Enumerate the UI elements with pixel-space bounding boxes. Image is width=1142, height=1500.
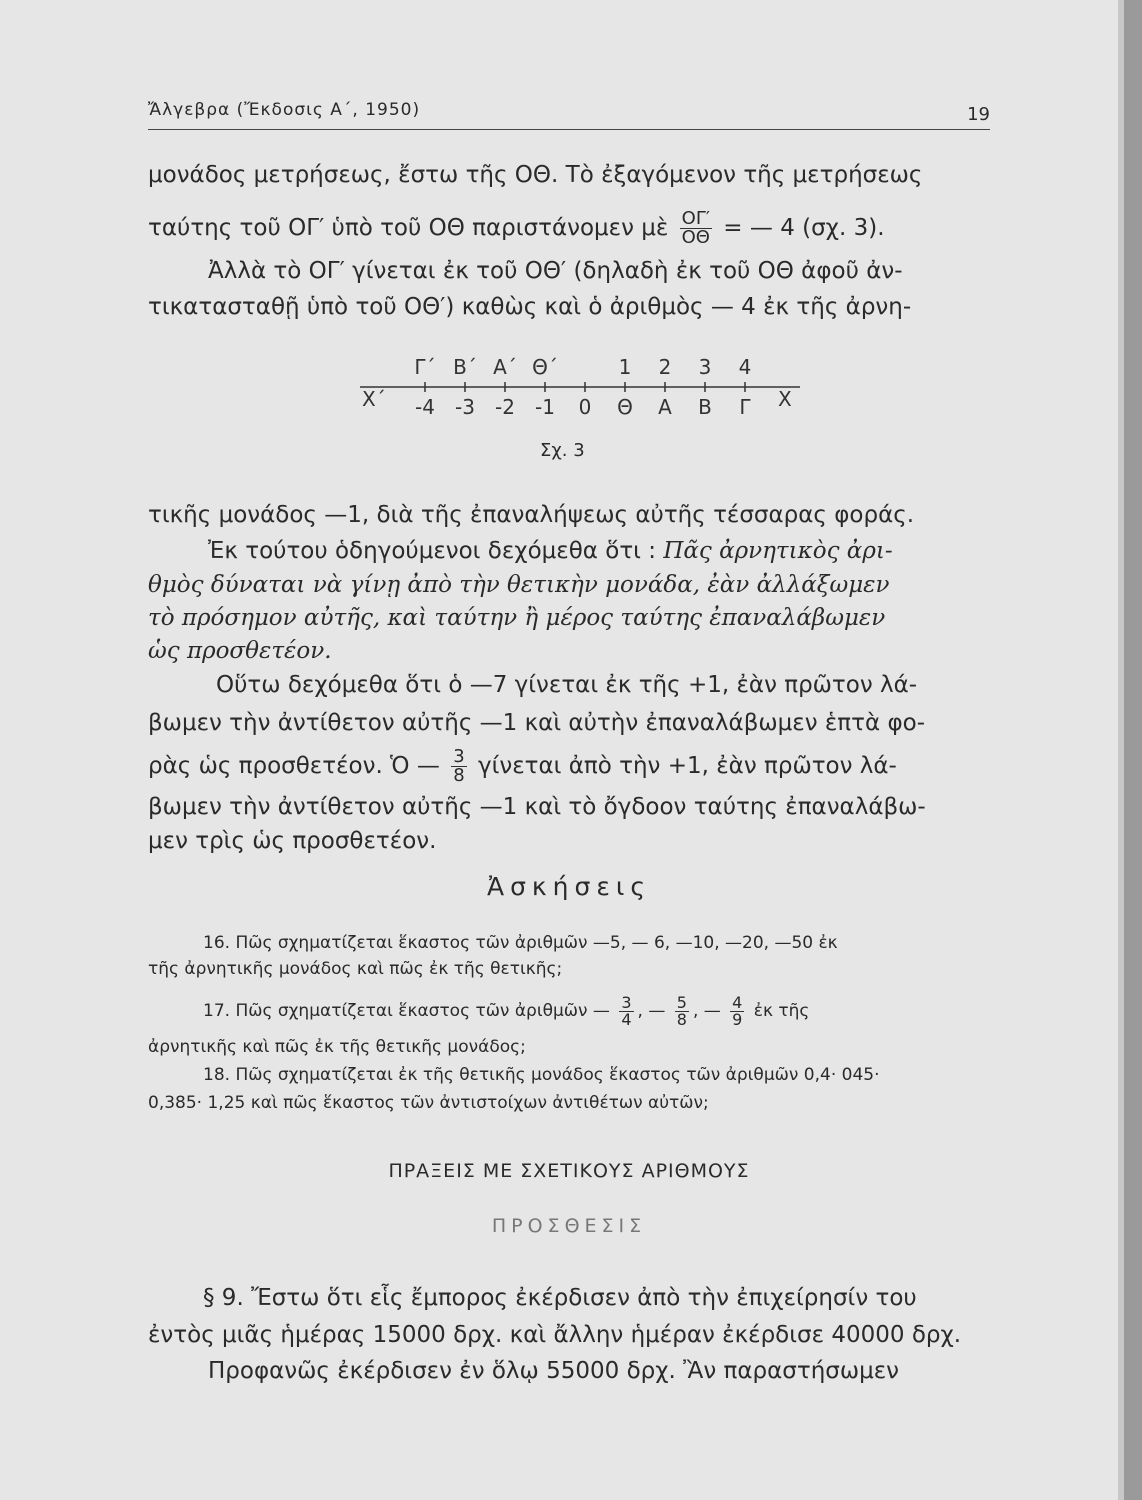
separator: , — — [637, 1001, 666, 1021]
bottom-tick-label: -3 — [455, 395, 475, 419]
text-line: βωμεν τὴν ἀντίθετον αὐτῆς —1 καὶ αὐτὴν ἐπαναλάβωμεν ἑπτὰ φο- — [148, 710, 926, 736]
fraction-numerator: 5 — [676, 992, 687, 1012]
header-title: Ἄλγεβρα (Ἔκδοσις Α΄, 1950) — [148, 100, 421, 120]
header-rule — [148, 129, 990, 130]
exercise-16-line: τῆς ἀρνητικῆς μονάδος καὶ πῶς ἐκ τῆς θετικῆς; — [148, 959, 563, 979]
italic-line: θμὸς δύναται νὰ γίνῃ ἀπὸ τὴν θετικὴν μονάδα, ἐὰν ἀλλάξωμεν — [148, 572, 890, 598]
running-header — [148, 100, 990, 130]
bottom-tick-label: -4 — [415, 395, 435, 419]
text-line: μονάδος μετρήσεως, ἔστω τῆς ΟΘ. Τὸ ἐξαγόμενον τῆς μετρήσεως — [148, 162, 923, 188]
fraction-numerator: 3 — [621, 992, 632, 1012]
axis-right-end-label: X — [778, 387, 792, 411]
top-tick-label: Θ΄ — [532, 355, 558, 379]
top-tick-label: 2 — [658, 355, 672, 379]
bottom-tick-label: -2 — [495, 395, 515, 419]
bottom-tick-label: Β — [698, 395, 712, 419]
text-line: Ἀλλὰ τὸ ΟΓ′ γίνεται ἐκ τοῦ ΟΘ′ (δηλαδὴ ἐκ τοῦ ΟΘ ἀφοῦ ἀν- — [208, 258, 903, 284]
top-tick-label: Α΄ — [493, 355, 517, 379]
exercise-17-line: ἀρνητικῆς καὶ πῶς ἐκ τῆς θετικῆς μονάδος; — [148, 1037, 526, 1057]
italic-line: ὡς προσθετέον. — [148, 638, 332, 664]
text-span: ταύτης τοῦ ΟΓ′ ὑπὸ τοῦ ΟΘ παριστάνομεν μὲ — [148, 215, 669, 241]
fraction-denominator: 8 — [676, 1009, 687, 1029]
fraction-denominator: 9 — [732, 1009, 743, 1029]
text-line-mixed — [148, 536, 990, 566]
bottom-tick-label: 0 — [578, 395, 592, 419]
top-tick-label: 1 — [618, 355, 632, 379]
fraction-numerator: 3 — [453, 746, 465, 767]
text-span: ρὰς ὡς προσθετέον. Ὁ — — [148, 753, 440, 779]
top-label-group — [414, 355, 751, 379]
text-line: § 9. Ἔστω ὅτι εἷς ἔμπορος ἐκέρδισεν ἀπὸ τὴν ἐπιχείρησίν του — [203, 1285, 917, 1311]
exercise-16-line: 16. Πῶς σχηματίζεται ἕκαστος τῶν ἀριθμῶν —5, — 6, —10, —20, —50 ἐκ — [203, 933, 838, 953]
fraction — [451, 748, 466, 785]
text-line: μεν τρὶς ὡς προσθετέον. — [148, 828, 437, 854]
top-tick-label: Γ΄ — [414, 355, 436, 379]
text-span: ἐκ τῆς — [753, 1001, 810, 1021]
text-line: βωμεν τὴν ἀντίθετον αὐτῆς —1 καὶ τὸ ὄγδοον ταύτης ἐπαναλάβω- — [148, 794, 926, 820]
exercise-18-line: 18. Πῶς σχηματίζεται ἐκ τῆς θετικῆς μονάδος ἕκαστος τῶν ἀριθμῶν 0,4· 045· — [203, 1065, 880, 1085]
italic-line: τὸ πρόσημον αὐτῆς, καὶ ταύτην ἢ μέρος ταύτης ἐπαναλάβωμεν — [148, 605, 886, 631]
text-span: = — 4 (σχ. 3). — [723, 215, 885, 241]
text-line: Προφανῶς ἐκέρδισεν ἐν ὅλῳ 55000 δρχ. Ἂν παραστήσωμεν — [208, 1358, 900, 1384]
text-line-with-fraction — [148, 208, 990, 248]
fraction-numerator: ΟΓ′ — [680, 210, 712, 229]
page-number: 19 — [967, 104, 990, 125]
section-title: ΠΡΑΞΕΙΣ ΜΕ ΣΧΕΤΙΚΟΥΣ ΑΡΙΘΜΟΥΣ — [388, 1160, 750, 1182]
book-spine — [1124, 0, 1142, 1500]
fraction — [680, 210, 712, 247]
axis-left-end-label: X΄ — [362, 387, 386, 411]
exercise-18-line: 0,385· 1,25 καὶ πῶς ἕκαστος τῶν ἀντιστοίχων ἀντιθέτων αὐτῶν; — [148, 1093, 709, 1113]
fraction — [619, 992, 633, 1029]
top-tick-label: Β΄ — [453, 355, 477, 379]
italic-span: Πᾶς ἀρνητικὸς ἀρι- — [663, 538, 893, 564]
bottom-tick-label: Γ — [739, 395, 751, 419]
text-span: 17. Πῶς σχηματίζεται ἕκαστος τῶν ἀριθμῶν — — [203, 1001, 610, 1021]
fraction-denominator: 8 — [453, 765, 465, 786]
text-span: Ἐκ τούτου ὁδηγούμενοι δεχόμεθα ὅτι : — [208, 538, 657, 564]
exercises-title: Ἀσκήσεις — [486, 872, 651, 901]
text-line: τικῆς μονάδος —1, διὰ τῆς ἐπαναλήψεως αὐτῆς τέσσαρας φοράς. — [148, 502, 915, 528]
text-span: γίνεται ἀπὸ τὴν +1, ἐὰν πρῶτον λά- — [477, 753, 897, 779]
bottom-label-group — [415, 395, 751, 419]
text-line-with-fraction — [148, 745, 990, 787]
fraction — [675, 992, 689, 1029]
figure-caption: Σχ. 3 — [540, 440, 585, 461]
text-line: Οὕτω δεχόμεθα ὅτι ὁ —7 γίνεται ἐκ τῆς +1, ἐὰν πρῶτον λά- — [216, 672, 918, 698]
bottom-tick-label: Θ — [617, 395, 633, 419]
separator: , — — [692, 1001, 721, 1021]
fraction-numerator: 4 — [732, 992, 743, 1012]
text-line: τικατασταθῇ ὑπὸ τοῦ ΟΘ′) καθὼς καὶ ὁ ἀριθμὸς — 4 ἐκ τῆς ἀρνη- — [148, 294, 912, 320]
exercise-17-line — [148, 990, 990, 1032]
bottom-tick-label: Α — [658, 395, 672, 419]
fraction-denominator: 4 — [621, 1009, 632, 1029]
top-tick-label: 3 — [698, 355, 712, 379]
top-tick-label: 4 — [738, 355, 752, 379]
text-line: ἐντὸς μιᾶς ἡμέρας 15000 δρχ. καὶ ἄλλην ἡμέραν ἐκέρδισε 40000 δρχ. — [148, 1322, 962, 1348]
bottom-tick-label: -1 — [535, 395, 555, 419]
fraction-denominator: ΟΘ — [681, 227, 710, 248]
fraction — [730, 992, 744, 1029]
section-subtitle: ΠΡΟΣΘΕΣΙΣ — [491, 1215, 647, 1237]
